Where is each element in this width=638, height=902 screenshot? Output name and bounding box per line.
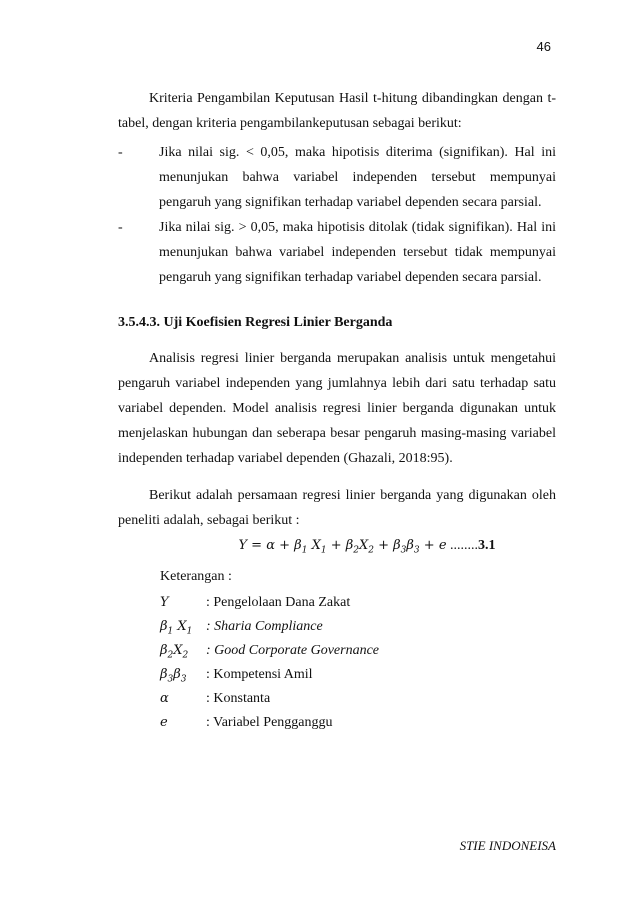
- legend-row: [160, 638, 556, 662]
- equation-dots: ........: [446, 538, 479, 553]
- legend-row: [160, 614, 556, 638]
- legend-symbol: α: [160, 690, 169, 706]
- page-footer: STIE INDONEISA: [459, 838, 556, 853]
- regression-paragraph: Analisis regresi linier berganda merupakan analisis untuk mengetahui pengaruh variabel independen yang jumlahnya lebih dari satu terhadap satu variabel dependen. Model analisis regresi linier berganda digunakan untuk menjelaskan hubungan dan seberapa besar pengaruh masing-masing variabel independen terhadap variabel dependen (Ghazali, 2018:95).: [118, 351, 556, 466]
- list-item-text: Jika nilai sig. > 0,05, maka hipotisis ditolak (tidak signifikan). Hal ini menunjukan bahwa variabel independen tersebut tidak mempunyai pengaruh yang signifikan terhadap variabel dependen secara parsial.: [159, 220, 556, 285]
- criteria-list: [118, 140, 556, 290]
- legend-symbol: $\beta_2X_2$: [160, 642, 189, 661]
- bullet-dash: -: [118, 220, 123, 235]
- section-heading: 3.5.4.3. Uji Koefisien Regresi Linier Berganda: [118, 315, 393, 330]
- page-number: 46: [536, 39, 551, 54]
- legend-symbol: Y: [160, 594, 169, 610]
- equation-number: 3.1: [478, 538, 496, 553]
- legend-symbol: e: [160, 714, 168, 730]
- regression-equation: [118, 533, 556, 564]
- legend-title: Keterangan :: [160, 568, 232, 584]
- list-item: [118, 140, 556, 215]
- legend-description: : Variabel Pengganggu: [206, 714, 333, 730]
- legend-symbol: $\beta_3\beta_3$: [160, 666, 187, 685]
- equation-math: $Y = \alpha + \beta_1$ $X_1 + \beta_2X_2 + \beta_3\beta_3 + e$: [238, 538, 447, 556]
- legend-row: [160, 590, 556, 614]
- equation-legend: [160, 564, 556, 734]
- legend-description: : Sharia Compliance: [206, 618, 323, 634]
- list-item-text: Jika nilai sig. < 0,05, maka hipotisis diterima (signifikan). Hal ini menunjukan bahwa variabel independen tersebut mempunyai pengaruh yang signifikan terhadap variabel dependen secara parsial.: [159, 145, 556, 210]
- legend-row: [160, 710, 556, 734]
- legend-row: [160, 686, 556, 710]
- criteria-paragraph: Kriteria Pengambilan Keputusan Hasil t-hitung dibandingkan dengan t-tabel, dengan kriteria pengambilankeputusan sebagai berikut:: [118, 91, 556, 131]
- legend-description: : Pengelolaan Dana Zakat: [206, 594, 351, 610]
- legend-description: : Kompetensi Amil: [206, 666, 313, 682]
- bullet-dash: -: [118, 145, 123, 160]
- legend-description: : Good Corporate Governance: [206, 642, 380, 658]
- equation-intro-paragraph: Berikut adalah persamaan regresi linier berganda yang digunakan oleh peneliti adalah, sebagai berikut :: [118, 488, 556, 528]
- legend-symbol: $\beta_1$ $X_1$: [160, 618, 193, 637]
- list-item: [118, 215, 556, 290]
- legend-row: [160, 662, 556, 686]
- legend-description: : Konstanta: [206, 690, 271, 706]
- page-content: [118, 86, 556, 734]
